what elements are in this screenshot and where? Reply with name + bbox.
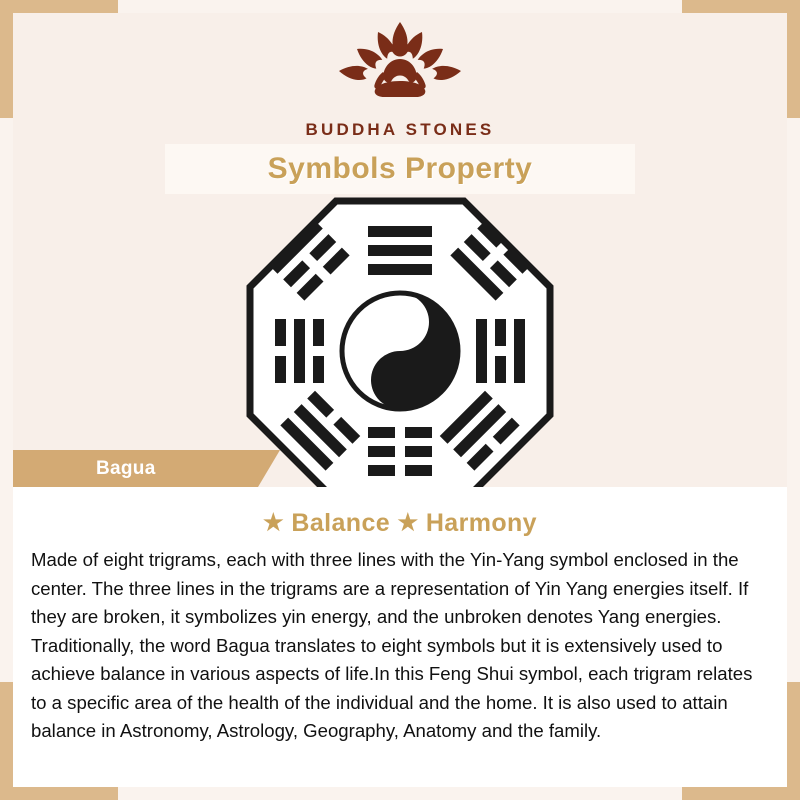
attribute-harmony: Harmony <box>425 509 537 537</box>
description-panel <box>13 487 787 787</box>
brand-logo <box>0 18 800 140</box>
attributes-subtitle <box>13 509 787 538</box>
corner-frame-bottom-right-vertical <box>787 682 800 800</box>
symbol-name: Bagua <box>96 457 156 479</box>
lotus-meditation-figure-icon <box>315 18 485 116</box>
section-title-band <box>165 144 635 194</box>
description-text: Made of eight trigrams, each with three lines with the Yin-Yang symbol enclosed in the center. The three lines in the trigrams are a representation of Yin Yang energies itself. If they are broken, it symbolizes yin energy, and the unbroken denotes Yang energies. Traditionally, the word Bagua translates to eight symbols but it is extensively used to achieve balance in various aspects of life.In this Feng Shui symbol, each trigram relates to a specific area of the health of the individual and the home. It is also used to attain balance in Astronomy, Astrology, Geography, Anatomy and the family. <box>31 549 753 741</box>
attribute-balance: Balance <box>291 509 391 537</box>
page-title: Symbols Property <box>267 152 533 185</box>
corner-frame-top-right-horizontal <box>682 0 800 13</box>
symbol-name-ribbon <box>13 450 258 487</box>
corner-frame-top-left-horizontal <box>0 0 118 13</box>
corner-frame-bottom-left-vertical <box>0 682 13 800</box>
star-icon-left: ★ <box>263 509 285 535</box>
ribbon-tail <box>258 450 280 487</box>
bagua-yin-yang-icon <box>245 196 555 506</box>
corner-frame-bottom-right-horizontal <box>682 787 800 800</box>
corner-frame-bottom-left-horizontal <box>0 787 118 800</box>
brand-name: BUDDHA STONES <box>305 120 495 139</box>
star-icon-right: ★ <box>397 509 419 535</box>
bagua-illustration <box>245 196 555 506</box>
yin-yang-icon <box>342 293 458 409</box>
